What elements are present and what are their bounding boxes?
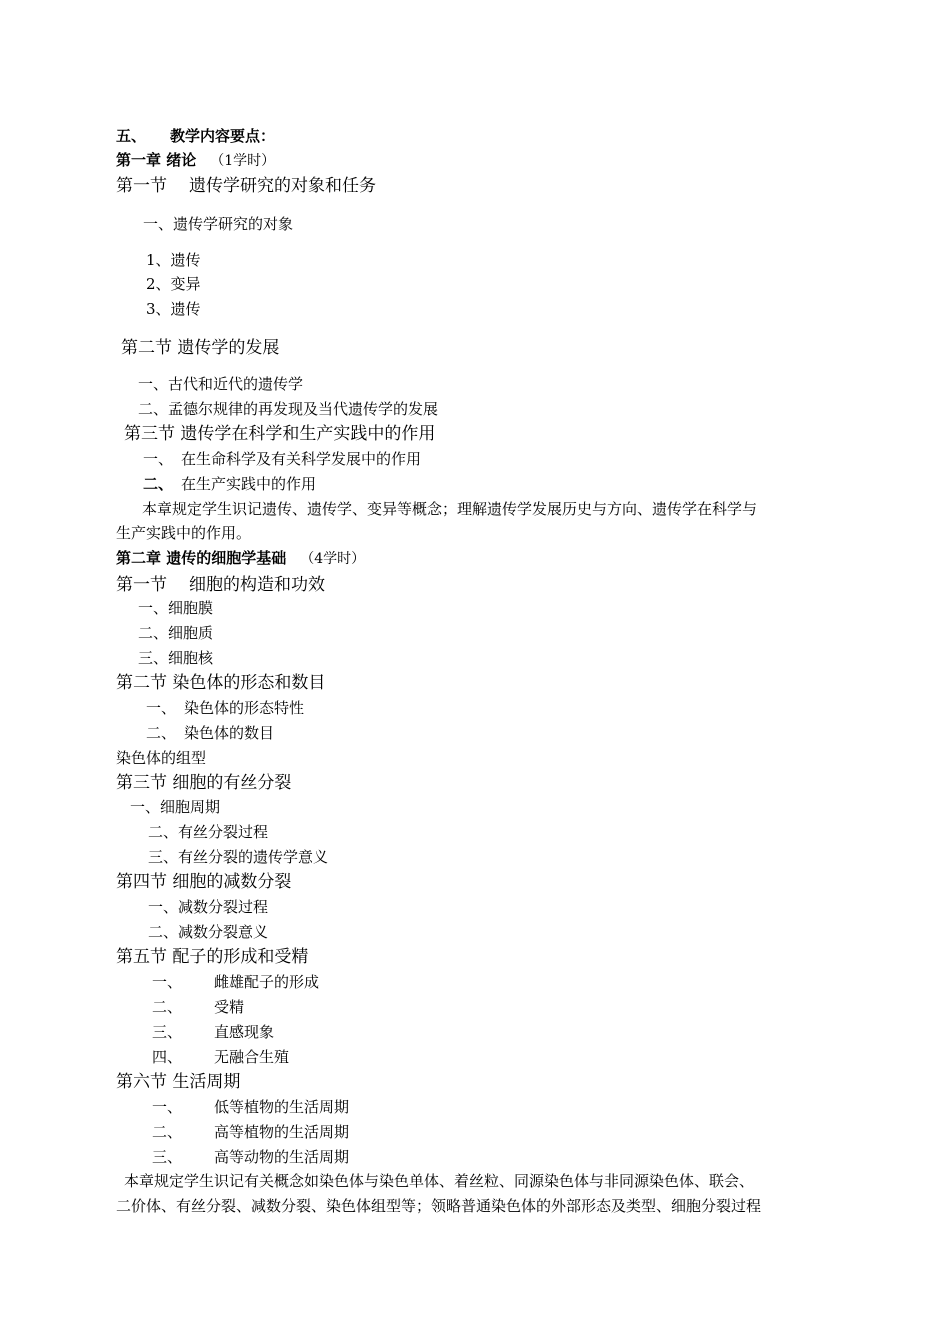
list-item-number: 二、 (152, 998, 183, 1016)
ch2-s5-item-4 (152, 1050, 289, 1065)
list-item-text: 直感现象 (214, 1023, 275, 1041)
ch1-section-3-heading: 第三节 遗传学在科学和生产实践中的作用 (124, 424, 436, 444)
section-number: 五、 (116, 127, 147, 145)
ch2-s6-item-2 (152, 1125, 349, 1140)
ch1-s3-item-1-number: 一、 (143, 450, 174, 468)
list-item-number: 四、 (152, 1048, 183, 1066)
ch2-section-1-number: 第一节 (116, 575, 167, 595)
list-item-number: 一、 (152, 1098, 183, 1116)
chapter-1-title: 第一章 绪论 (116, 151, 197, 169)
ch2-s3-item-1: 一、细胞周期 (130, 798, 221, 816)
ch2-section-3-heading: 第三节 细胞的有丝分裂 (116, 773, 292, 793)
ch2-s3-item-2: 二、有丝分裂过程 (148, 823, 269, 841)
chapter-1-hours: （1学时） (210, 153, 276, 169)
ch2-s1-item-1: 一、细胞膜 (138, 599, 214, 617)
ch1-s3-item-2-text: 在生产实践中的作用 (181, 475, 317, 493)
chapter-2-heading (116, 551, 365, 566)
ch1-section-1-number: 第一节 (116, 176, 167, 196)
ch2-s6-item-3 (152, 1150, 349, 1165)
ch2-s1-item-3: 三、细胞核 (138, 649, 214, 667)
list-item-number: 一、 (152, 973, 183, 991)
ch1-summary-line-2: 生产实践中的作用。 (116, 524, 252, 542)
ch1-s2-item-1: 一、古代和近代的遗传学 (138, 375, 304, 393)
list-item-number: 三、 (152, 1023, 183, 1041)
list-item-number: 二、 (152, 1123, 183, 1141)
ch1-s3-item-2-number: 二、 (143, 475, 174, 493)
ch1-s3-item-1 (143, 452, 421, 467)
ch2-s4-item-2: 二、减数分裂意义 (148, 923, 269, 941)
ch1-section-1-title: 遗传学研究的对象和任务 (189, 176, 376, 196)
ch2-summary-line-1: 本章规定学生识记有关概念如染色体与染色单体、着丝粒、同源染色体与非同源染色体、联会、 (124, 1172, 755, 1190)
ch2-s1-item-2: 二、细胞质 (138, 624, 214, 642)
chapter-2-title: 第二章 遗传的细胞学基础 (116, 549, 287, 567)
section-title: 教学内容要点： (170, 127, 276, 145)
ch2-section-4-heading: 第四节 细胞的减数分裂 (116, 872, 292, 892)
chapter-1-heading (116, 153, 275, 168)
ch1-s3-item-1-text: 在生命科学及有关科学发展中的作用 (181, 450, 422, 468)
list-item-text: 受精 (214, 998, 245, 1016)
ch1-summary-line-1: 本章规定学生识记遗传、遗传学、变异等概念；理解遗传学发展历史与方向、遗传学在科学与 (142, 500, 758, 518)
list-item-text: 高等动物的生活周期 (214, 1148, 350, 1166)
chapter-2-hours: （4学时） (300, 551, 366, 567)
ch1-s1-point-1: 1、遗传 (146, 251, 201, 269)
ch2-s4-item-1: 一、减数分裂过程 (148, 898, 269, 916)
ch2-s2-item-1-number: 一、 (146, 699, 177, 717)
ch2-s5-item-2 (152, 1000, 244, 1015)
ch2-s5-item-3 (152, 1025, 274, 1040)
ch1-s1-point-2: 2、变异 (146, 275, 201, 293)
ch2-s3-item-3: 三、有丝分裂的遗传学意义 (148, 848, 329, 866)
ch1-section-1-heading (116, 178, 376, 195)
ch2-section-2-heading: 第二节 染色体的形态和数目 (116, 673, 326, 693)
list-item-text: 高等植物的生活周期 (214, 1123, 350, 1141)
list-item-text: 无融合生殖 (214, 1048, 290, 1066)
ch2-s2-item-2-number: 二、 (146, 724, 177, 742)
section-header (116, 129, 275, 144)
ch2-s2-item-2 (146, 726, 274, 741)
ch2-s2-item-2-text: 染色体的数目 (184, 724, 275, 742)
ch2-s2-item-1 (146, 701, 304, 716)
ch2-s2-extra: 染色体的组型 (116, 749, 207, 767)
ch2-s2-item-1-text: 染色体的形态特性 (184, 699, 305, 717)
ch2-section-5-heading: 第五节 配子的形成和受精 (116, 947, 309, 967)
ch1-section-2-heading: 第二节 遗传学的发展 (121, 338, 280, 358)
ch1-s3-item-2 (143, 477, 316, 492)
list-item-number: 三、 (152, 1148, 183, 1166)
ch2-s5-item-1 (152, 975, 319, 990)
ch2-section-6-heading: 第六节 生活周期 (116, 1072, 241, 1092)
ch2-section-1-title: 细胞的构造和功效 (189, 575, 325, 595)
ch1-s1-point-3: 3、遗传 (146, 300, 201, 318)
list-item-text: 雌雄配子的形成 (214, 973, 320, 991)
ch1-s1-item-1: 一、遗传学研究的对象 (143, 215, 294, 233)
ch2-summary-line-2: 二价体、有丝分裂、减数分裂、染色体组型等；领略普通染色体的外部形态及类型、细胞分裂过程 (116, 1197, 762, 1215)
ch2-section-1-heading (116, 577, 325, 594)
ch1-s2-item-2: 二、孟德尔规律的再发现及当代遗传学的发展 (138, 400, 439, 418)
ch2-s6-item-1 (152, 1100, 349, 1115)
list-item-text: 低等植物的生活周期 (214, 1098, 350, 1116)
